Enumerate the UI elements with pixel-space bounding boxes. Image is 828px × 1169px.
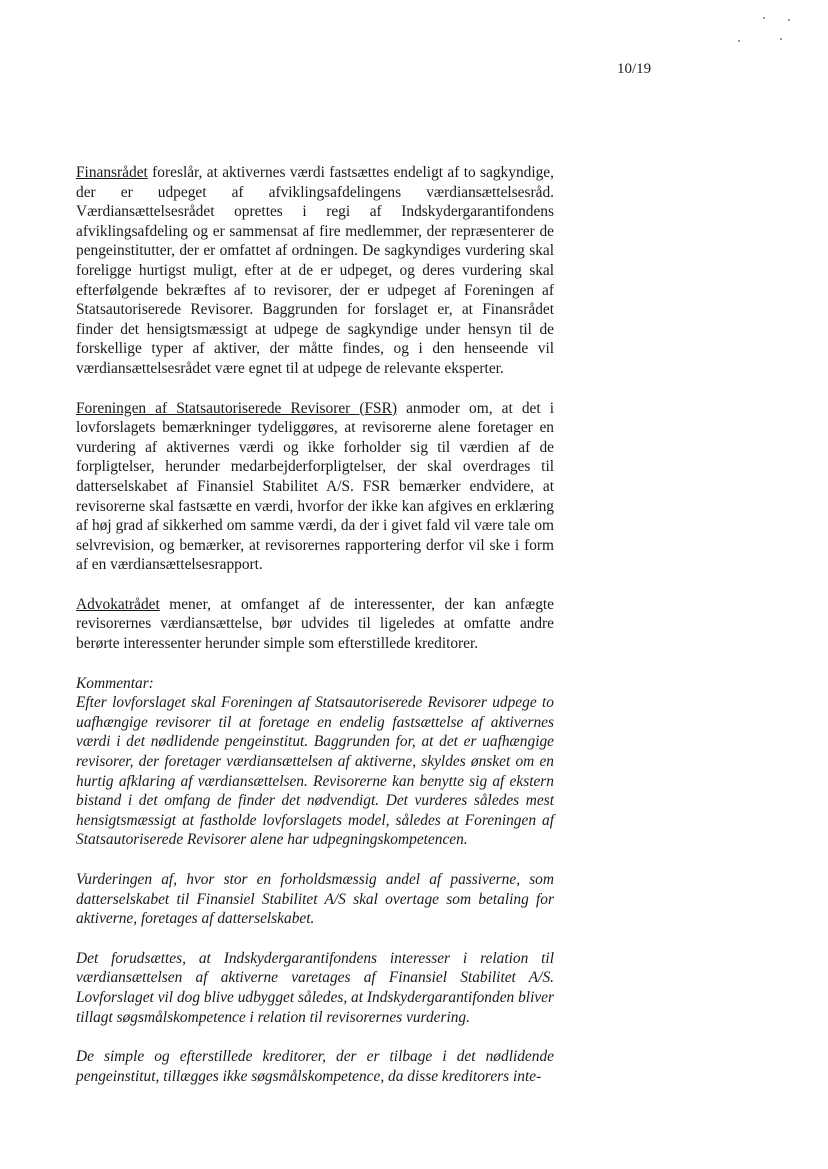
- document-body: [76, 163, 554, 1106]
- page-number: 10/19: [617, 61, 652, 77]
- paragraph-finansraadet: [76, 163, 554, 379]
- comment-label: Kommentar:: [76, 674, 154, 692]
- comment-paragraph: Det forudsættes, at Indskydergarantifondens interesser i relation til værdiansættelsen af aktiverne varetages af Finansiel Stabilitet A/S. Lovforslaget vil dog blive udbygget således, at Indskydergarantifonden bliver tillagt søgsmålskompetence i relation til revisorernes vurdering.: [76, 949, 554, 1026]
- text-fsr: anmoder om, at det i lovforslagets bemærkninger tydeliggøres, at revisorerne alene foretager en vurdering af aktivernes værdi og ikke forholder sig til værdien af de forpligtelser, herunder medarbejderforpligtelser, der skal overdrages til datterselskabet af Finansiel Stabilitet A/S. FSR bemærker endvidere, at revisorerne skal fastsætte en værdi, hvorfor der ikke kan afgives en erklæring af høj grad af sikkerhed om samme værdi, da der i givet fald vil være tale om selvrevision, og bemærker, at revisorernes rapportering derfor vil ske i form af en værdiansættelsesrapport.: [76, 399, 554, 574]
- comment-section: [76, 674, 554, 1087]
- lead-finansraadet: Finansrådet: [76, 164, 148, 181]
- comment-paragraph: De simple og efterstillede kreditorer, der er tilbage i det nødlidende pengeinstitut, tillægges ikke søgsmålskompetence, da disse kreditorers inte-: [76, 1048, 554, 1085]
- comment-paragraph: Vurderingen af, hvor stor en forholdsmæssig andel af passiverne, som datterselskabet til Finansiel Stabilitet A/S skal overtage som betaling for aktiverne, foretages af datterselskabet.: [76, 871, 554, 928]
- lead-advokatraadet: Advokatrådet: [76, 595, 160, 613]
- text-advokatraadet: mener, at omfanget af de interessenter, der kan anfægte revisorernes værdiansættelse, bør udvides til ligeledes at omfatte andre berørte interessenter herunder simple som efterstillede kreditorer.: [76, 595, 554, 653]
- paragraph-fsr: [76, 399, 554, 575]
- paragraph-advokatraadet: [76, 595, 554, 654]
- comment-paragraph: Efter lovforslaget skal Foreningen af Statsautoriserede Revisorer udpege to uafhængige revisorer til at foretage en endelig fastsættelse af aktivernes værdi i det nødlidende pengeinstitut. Baggrunden for, at det er uafhængige revisorer, der foretager værdiansættelsen af aktiverne, skyldes ønsket om en hurtig afklaring af værdiansættelsen. Revisorerne kan benytte sig af ekstern bistand i det omfang de finder det nødvendigt. Det vurderes således mest hensigtsmæssigt at fastholde lovforslagets model, således at Foreningen af Statsautoriserede Revisorer alene har udpegningskompetencen.: [76, 694, 554, 849]
- text-finansraadet: foreslår, at aktivernes værdi fastsættes endeligt af to sagkyndige, der er udpeget af afviklingsafdelingens værdiansættelsesråd. Værdiansættelsesrådet oprettes i regi af Indskydergarantifondens afviklingsafdeling og er sammensat af fire medlemmer, der repræsenterer de pengeinstitutter, der er omfattet af ordningen. De sagkyndiges vurdering skal foreligge hurtigst muligt, efter at de er udpeget, og deres vurdering skal efterfølgende bekræftes af to revisorer, der er udpeget af Foreningen af Statsautoriserede Revisorer. Baggrunden for forslaget er, at Finansrådet finder det hensigtsmæssigt at udpege de sagkyndige under hensyn til de forskellige typer af aktiver, der måtte findes, og i den henseende vil værdiansættelsesrådet være egnet til at udpege de relevante eksperter.: [76, 164, 554, 377]
- lead-fsr: Foreningen af Statsautoriserede Revisorer (FSR): [76, 399, 398, 417]
